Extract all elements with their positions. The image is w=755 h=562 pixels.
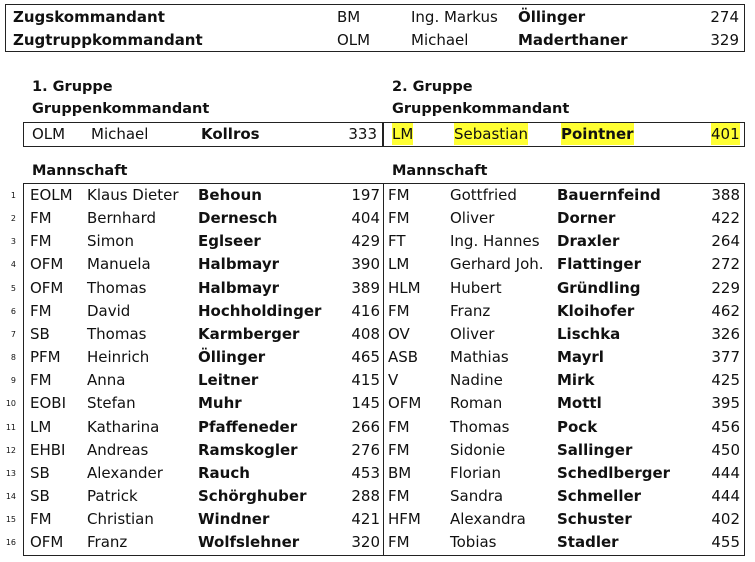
group2-member-first: Oliver bbox=[450, 325, 495, 343]
group2-member-last: Stadler bbox=[557, 533, 619, 551]
group1-member-last: Halbmayr bbox=[198, 279, 280, 297]
group2-member-first: Tobias bbox=[450, 533, 497, 551]
group1-member-id: 465 bbox=[351, 348, 380, 366]
group1-member-first: Heinrich bbox=[87, 348, 150, 366]
group1-member-id: 421 bbox=[351, 510, 380, 528]
group1-member-last: Schörghuber bbox=[198, 487, 307, 505]
row-number: 15 bbox=[5, 515, 16, 524]
group1-member-first: Thomas bbox=[87, 279, 147, 297]
group2-member-first: Thomas bbox=[450, 418, 510, 436]
row-number: 1 bbox=[10, 191, 16, 200]
group1-member-id: 429 bbox=[351, 232, 380, 250]
group2-member-rank: FM bbox=[388, 209, 410, 227]
group1-member-rank: SB bbox=[30, 325, 50, 343]
header-last-name: Öllinger bbox=[518, 8, 586, 26]
row-number: 7 bbox=[10, 330, 16, 339]
group1-member-first: Klaus Dieter bbox=[87, 186, 179, 204]
group2-member-rank: HLM bbox=[388, 279, 421, 297]
group2-member-rank: BM bbox=[388, 464, 412, 482]
group2-member-id: 444 bbox=[711, 487, 740, 505]
group2-member-rank: FT bbox=[388, 232, 406, 250]
row-number: 8 bbox=[10, 353, 16, 362]
group1-commander-rank: OLM bbox=[32, 125, 66, 143]
group1-member-rank: EOBI bbox=[30, 394, 66, 412]
header-id: 274 bbox=[710, 8, 739, 26]
group1-member-id: 266 bbox=[351, 418, 380, 436]
group1-crew-label: Mannschaft bbox=[32, 163, 128, 179]
row-number: 5 bbox=[10, 284, 16, 293]
group2-member-last: Schuster bbox=[557, 510, 632, 528]
group1-commander-id: 333 bbox=[348, 125, 377, 143]
group1-member-first: David bbox=[87, 302, 131, 320]
group1-member-first: Bernhard bbox=[87, 209, 157, 227]
group2-member-first: Mathias bbox=[450, 348, 509, 366]
group1-member-rank: OFM bbox=[30, 533, 64, 551]
group2-member-last: Bauernfeind bbox=[557, 186, 661, 204]
row-number: 2 bbox=[10, 214, 16, 223]
group1-member-id: 416 bbox=[351, 302, 380, 320]
group1-member-rank: OFM bbox=[30, 255, 64, 273]
header-row-zugtruppkommandant bbox=[5, 29, 745, 51]
group2-member-id: 455 bbox=[711, 533, 740, 551]
group1-member-last: Öllinger bbox=[198, 348, 266, 366]
group2-member-rank: V bbox=[388, 371, 399, 389]
group1-member-id: 197 bbox=[351, 186, 380, 204]
group1-member-first: Katharina bbox=[87, 418, 160, 436]
group1-member-last: Pfaffeneder bbox=[198, 418, 298, 436]
group2-commander-rank: LM bbox=[392, 125, 414, 143]
group2-commander-id: 401 bbox=[711, 125, 740, 143]
group1-member-rank: LM bbox=[30, 418, 52, 436]
group2-member-rank: FM bbox=[388, 418, 410, 436]
group1-member-first: Manuela bbox=[87, 255, 151, 273]
group2-member-rank: FM bbox=[388, 487, 410, 505]
group1-member-last: Leitner bbox=[198, 371, 259, 389]
group2-member-id: 272 bbox=[711, 255, 740, 273]
group2-member-first: Hubert bbox=[450, 279, 502, 297]
row-number: 10 bbox=[5, 399, 16, 408]
group2-member-last: Mirk bbox=[557, 371, 595, 389]
group2-member-first: Nadine bbox=[450, 371, 503, 389]
group2-member-id: 444 bbox=[711, 464, 740, 482]
group1-member-rank: FM bbox=[30, 510, 52, 528]
group2-member-id: 456 bbox=[711, 418, 740, 436]
group1-member-last: Rauch bbox=[198, 464, 250, 482]
group1-commander-last: Kollros bbox=[201, 125, 260, 143]
group1-member-id: 288 bbox=[351, 487, 380, 505]
group1-member-rank: FM bbox=[30, 232, 52, 250]
group1-member-last: Karmberger bbox=[198, 325, 300, 343]
group2-member-first: Alexandra bbox=[450, 510, 526, 528]
group1-member-first: Andreas bbox=[87, 441, 149, 459]
group2-member-id: 450 bbox=[711, 441, 740, 459]
group2-commander-first: Sebastian bbox=[454, 125, 529, 143]
group1-member-rank: SB bbox=[30, 464, 50, 482]
header-row-zugskommandant bbox=[5, 6, 745, 28]
group1-member-rank: PFM bbox=[30, 348, 61, 366]
row-number: 9 bbox=[10, 376, 16, 385]
header-first-name: Ing. Markus bbox=[411, 8, 498, 26]
group1-member-rank: EOLM bbox=[30, 186, 73, 204]
group1-member-first: Thomas bbox=[87, 325, 147, 343]
group2-member-first: Florian bbox=[450, 464, 502, 482]
group1-member-first: Anna bbox=[87, 371, 126, 389]
group2-member-rank: HFM bbox=[388, 510, 421, 528]
group2-member-last: Schedlberger bbox=[557, 464, 671, 482]
group1-member-rank: OFM bbox=[30, 279, 64, 297]
group1-member-last: Ramskogler bbox=[198, 441, 298, 459]
group2-member-id: 388 bbox=[711, 186, 740, 204]
row-number: 11 bbox=[5, 423, 16, 432]
header-last-name: Maderthaner bbox=[518, 31, 628, 49]
group1-member-id: 276 bbox=[351, 441, 380, 459]
group1-member-id: 390 bbox=[351, 255, 380, 273]
header-first-name: Michael bbox=[411, 31, 469, 49]
group1-title: 1. Gruppe bbox=[32, 79, 113, 95]
group1-member-last: Halbmayr bbox=[198, 255, 280, 273]
row-number: 6 bbox=[10, 307, 16, 316]
group2-commander-last: Pointner bbox=[561, 125, 634, 143]
group2-commander-label: Gruppenkommandant bbox=[392, 101, 570, 117]
group2-member-rank: LM bbox=[388, 255, 410, 273]
group2-member-first: Gerhard Joh. bbox=[450, 255, 544, 273]
group1-member-first: Franz bbox=[87, 533, 128, 551]
group1-member-first: Christian bbox=[87, 510, 154, 528]
group1-member-last: Muhr bbox=[198, 394, 242, 412]
group2-member-id: 395 bbox=[711, 394, 740, 412]
group2-member-rank: FM bbox=[388, 441, 410, 459]
group1-member-id: 320 bbox=[351, 533, 380, 551]
group2-title: 2. Gruppe bbox=[392, 79, 473, 95]
group1-member-rank: FM bbox=[30, 371, 52, 389]
group1-member-last: Eglseer bbox=[198, 232, 261, 250]
group1-member-first: Stefan bbox=[87, 394, 136, 412]
row-number: 14 bbox=[5, 492, 16, 501]
group1-member-id: 145 bbox=[351, 394, 380, 412]
group2-member-rank: FM bbox=[388, 302, 410, 320]
group1-member-rank: FM bbox=[30, 302, 52, 320]
group2-member-last: Pock bbox=[557, 418, 598, 436]
group2-member-first: Roman bbox=[450, 394, 503, 412]
group2-member-first: Sidonie bbox=[450, 441, 506, 459]
group1-member-first: Alexander bbox=[87, 464, 163, 482]
group2-member-rank: ASB bbox=[388, 348, 419, 366]
group1-member-rank: SB bbox=[30, 487, 50, 505]
group2-member-last: Dorner bbox=[557, 209, 616, 227]
group1-member-rank: FM bbox=[30, 209, 52, 227]
group2-member-first: Oliver bbox=[450, 209, 495, 227]
group2-member-last: Sallinger bbox=[557, 441, 633, 459]
group2-member-rank: OV bbox=[388, 325, 410, 343]
group2-member-first: Sandra bbox=[450, 487, 504, 505]
header-rank: BM bbox=[337, 8, 361, 26]
group2-member-id: 402 bbox=[711, 510, 740, 528]
group1-member-last: Windner bbox=[198, 510, 270, 528]
crew-table-divider bbox=[383, 183, 384, 556]
group1-member-id: 408 bbox=[351, 325, 380, 343]
header-id: 329 bbox=[710, 31, 739, 49]
group1-member-first: Patrick bbox=[87, 487, 138, 505]
group1-commander-label: Gruppenkommandant bbox=[32, 101, 210, 117]
row-number: 13 bbox=[5, 469, 16, 478]
row-number: 3 bbox=[10, 237, 16, 246]
header-rank: OLM bbox=[337, 31, 371, 49]
header-role: Zugskommandant bbox=[13, 8, 165, 26]
group2-member-id: 229 bbox=[711, 279, 740, 297]
group1-member-rank: EHBI bbox=[30, 441, 66, 459]
group1-commander-first: Michael bbox=[91, 125, 149, 143]
group1-member-id: 404 bbox=[351, 209, 380, 227]
group1-member-last: Behoun bbox=[198, 186, 262, 204]
group2-member-rank: OFM bbox=[388, 394, 422, 412]
group2-member-rank: FM bbox=[388, 533, 410, 551]
group2-member-rank: FM bbox=[388, 186, 410, 204]
group2-member-id: 422 bbox=[711, 209, 740, 227]
group2-member-last: Draxler bbox=[557, 232, 620, 250]
group1-member-last: Dernesch bbox=[198, 209, 278, 227]
group2-member-id: 326 bbox=[711, 325, 740, 343]
group1-member-id: 453 bbox=[351, 464, 380, 482]
group1-member-last: Hochholdinger bbox=[198, 302, 322, 320]
group1-member-last: Wolfslehner bbox=[198, 533, 300, 551]
group2-member-last: Mayrl bbox=[557, 348, 604, 366]
row-number: 4 bbox=[10, 260, 16, 269]
row-number: 16 bbox=[5, 538, 16, 547]
group2-member-id: 377 bbox=[711, 348, 740, 366]
group2-member-last: Flattinger bbox=[557, 255, 641, 273]
group2-member-id: 264 bbox=[711, 232, 740, 250]
row-number: 12 bbox=[5, 446, 16, 455]
group2-member-id: 462 bbox=[711, 302, 740, 320]
group2-member-last: Gründling bbox=[557, 279, 641, 297]
group2-member-first: Ing. Hannes bbox=[450, 232, 540, 250]
group2-member-last: Lischka bbox=[557, 325, 621, 343]
group2-member-last: Kloihofer bbox=[557, 302, 635, 320]
group2-member-id: 425 bbox=[711, 371, 740, 389]
group2-member-first: Franz bbox=[450, 302, 491, 320]
group1-member-id: 415 bbox=[351, 371, 380, 389]
group2-member-last: Mottl bbox=[557, 394, 602, 412]
group1-member-id: 389 bbox=[351, 279, 380, 297]
group2-crew-label: Mannschaft bbox=[392, 163, 488, 179]
group2-member-last: Schmeller bbox=[557, 487, 642, 505]
group2-member-first: Gottfried bbox=[450, 186, 517, 204]
group1-member-first: Simon bbox=[87, 232, 134, 250]
header-role: Zugtruppkommandant bbox=[13, 31, 203, 49]
